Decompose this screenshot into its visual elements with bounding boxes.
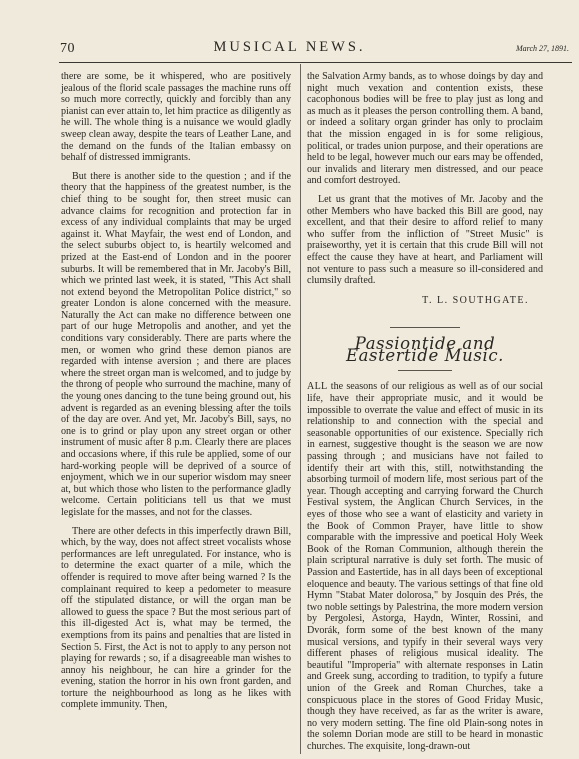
article-body: the seasons of our religious as well as of our social life, have their appropriate music, and it would be impossible to overrate the value and effect of music in its relationship to and connection with the special and seasonable opportunities of our existence. Specially rich in earnest, suggestive thought is the season we are now passing through ; and musicians have not failed to identify their art with this, still, notwithstanding the absorbing turmoil of modern life, most serious part of the year. Though accepting and carrying forward the Church Festival system, the Anglican Church Services, in the eyes of those who see a want of elasticity and variety in the Book of Common Prayer, have little to show comparable with the impressive and poetical Holy Week Book of the Roman Communion, although therein the plain scriptural narrative is duly set forth. The music of Passion and Eastertide, has in all days been of exceptional eloquence and beauty. The various settings of that fine old Hymn "Stabat Mater dolorosa," by Josquin des Prés, the two noble settings by Palestrina, the more modern version by Pergolesi, Astorga, Haydn, Winter, Rossini, and Dvorák, form some of the best known of the many musical versions, and typify in their several ways very different phases of religious musical ideality. The beautiful "Improperia" with alternate responses in Latin and Greek sung, according to tradition, to typify a future union of the Greek and Roman Churches, take a conspicuous place in the stores of Good Friday Music, though they have received, as far as the writer is aware, no very modern setting. The fine old Plain-song notes in the solemn Dorian mode are still to be heard in monastic churches. The exquisite, long-drawn-out bbox=[307, 381, 543, 752]
column-divider bbox=[300, 64, 301, 754]
page-number: 70 bbox=[60, 41, 75, 56]
header-rule bbox=[59, 62, 572, 63]
article-lead-word: ALL bbox=[307, 381, 328, 393]
issue-date: March 27, 1891. bbox=[515, 44, 569, 53]
paragraph: there are some, be it whispered, who are positively jealous of the florid scale passages the machine runs off so much more correctly, quickly and forcibly than any pianist can ever attain to, let him practice as diligently as he will. The whole thing is a nuisance we would gladly sweep clean away, despite the tears of Leather Lane, and the demand on the funds of the Italian embassy on behalf of distressed immigrants. bbox=[61, 71, 291, 164]
paragraph: the Salvation Army bands, as to whose doings by day and night much vexation and contention exists, these cacophonous bodies will be free to play just as long and as much as it pleases the person controlling them. A band, or indeed a solitary organ grinder has only to proclaim that the mission engaged in is for some religious, political, or trades union purpose, and their operations are held to be legal, however much our ears may be offended, our invalids and literary men distressed, and our peace and comfort destroyed. bbox=[307, 71, 543, 187]
right-column bbox=[307, 71, 543, 752]
paragraph: There are other defects in this imperfectly drawn Bill, which, by the way, does not affect street vocalists whose performances are left unregulated. For instance, who is to determine the exact quarter of a mile, which the offender is required to move after being warned ? Is the complainant required to keep a pedometer to measure off the stipulated distance, or will the organ man be allowed to guess the space ? But the most serious part of this ill-digested Act is, what may be termed, the exemptions from its pains and penalties that are listed in Section 5. First, the Act is not to apply to any person not playing for rewards ; so, if a disagreeable man wishes to annoy his neighbour, he can hire a grinder for the evening, station the horror in his own front garden, and torture the neighbourhood as long as he likes with complete immunity. Then, bbox=[61, 525, 291, 711]
article-title: Passiontide and Eastertide Music. bbox=[345, 334, 505, 365]
paragraph: Let us grant that the motives of Mr. Jacoby and the other Members who have backed this Bill are good, nay excellent, and that their desire to afford relief to many who suffer from the infliction of "Street Music" is praiseworthy, yet it is certain that this crude Bill will not effect the cause they have at heart, and Parliament will not venture to pass such a measure so ill-considered and clumsily drafted. bbox=[307, 193, 543, 287]
author-signature: T. L. SOUTHGATE. bbox=[422, 294, 529, 306]
title-underline bbox=[398, 370, 452, 371]
publication-title: MUSICAL NEWS. bbox=[213, 39, 366, 55]
article-separator bbox=[390, 327, 460, 328]
left-column bbox=[61, 71, 291, 711]
paragraph: But there is another side to the question ; and if the theory that the happiness of the greatest number, is the chief thing to be sought for, then street music can advance claims for recognition and protection far in excess of any individual complaints that may be urged against it. What Mayfair, the west end of London, and the select suburbs object to, is heartily welcomed and prized at the East-end of London and in the poorer suburbs. It will be remembered that in Mr. Jacoby's Bill, which we printed last week, it is stated, "This Act shall not extend beyond the Metropolitan Police district," so greater London is alone concerned with the measure. Naturally the Act can make no difference between one part of our huge Metropolis and another, and yet the conditions vary considerably. There are parts where the men, or women who grind these demon pianos are regarded with intense aversion ; and there are places where the street organ man is welcomed, and to judge by the throng of people who surround the machine, many of the young ones dancing to the tune being ground out, his advent is regarded as an evening blessing after the toils of the day are over. And yet, Mr. Jacoby's Bill, says, no one is to grind or play upon any street organ or other instrument of music after 8 p.m. Clearly there are places and occasions where, if this rule be applied, some of our hard-working people will be deprived of a source of enjoyment, which we in our superior wisdom may sneer at, but which those who listen to the performance gladly welcome. Certain politicians tell us that we must legislate for the masses, and not for the classes. bbox=[61, 170, 291, 518]
article-paragraph bbox=[307, 381, 543, 752]
